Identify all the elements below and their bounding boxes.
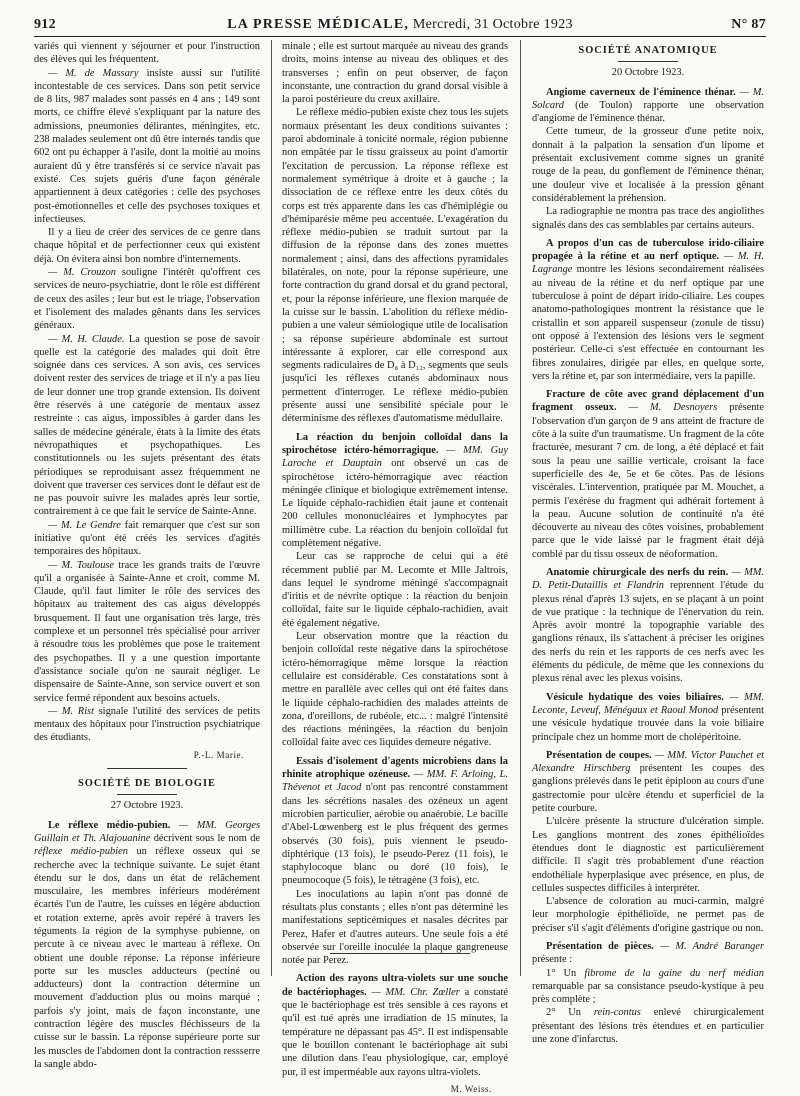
speaker: — M. Le Gendre: [48, 519, 121, 531]
article-title: Présentation de coupes.: [546, 749, 652, 761]
paragraph: [532, 749, 764, 815]
authors: — MM. Victor Pauchet et Alexandre Hirschberg: [532, 749, 764, 775]
paragraph-text: (de Toulon) rapporte une observation d'angiome de l'éminence thénar.: [532, 99, 764, 125]
section-heading: SOCIÉTÉ DE BIOLOGIE: [78, 778, 216, 790]
paragraph-text: décrivent sous le nom de: [150, 832, 260, 844]
authors: — MM. D. Petit-Dutaillis et Flandrin: [532, 566, 764, 592]
paragraph: [532, 566, 764, 686]
paragraph-text: un réflexe osseux qui se recherche avec la technique suivante. Le sujet étant étendu sur le dos, dans un état de relâchement musculaire, les membres inférieurs modérément écartés l'un de l'autre, les cuisses en légère abduction et rotation externe, après avoir repéré à travers les téguments la région de la symphyse pubienne, on percute à ce niveau avec le marteau à réflexe. On obtient une double réponse. La réponse inférieure porte sur les muscles adducteurs (pectiné ou adducteurs) dont la contraction détermine un mouvement d'adduction plus ou moins marqué ; parfois s'y joint, mais de façon inconstante, une contraction légère des muscles fléchisseurs de la cuisse sur le bassin. La réponse supérieure porte sur les muscles de l'abdomen dont la contraction ressserre la sangle abdo-: [34, 846, 261, 1070]
paragraph-text: La question se pose de savoir quelle est la catégorie des malades qui doit être soignée dans ces services. A son avis, ces services doivent rester des services de triage et il n'y a pas lieu de leur donner une trop grande extension. Ils doivent être réservés à une catégorie de mentaux assez restreinte : cas aigus, impossibles à garder dans les salles de médecine générale, états à la limite des états névropathiques et psychopathiques. Les constitutionnels ou les sujets présentant des états périodiques se reproduisant assez fréquemment ne doivent que traverser ces services dont le défaut est de ne pas pouvoir suivre les malades après leur sortie, contrairement à ce que fait le service de Sainte-Anne.: [34, 333, 260, 518]
issue-date: Mercredi, 31 Octobre 1923: [412, 17, 573, 32]
column-divider-2: [520, 40, 521, 976]
section-heading: SOCIÉTÉ ANATOMIQUE: [578, 45, 718, 56]
paragraph-text: souligne l'intérêt qu'offrent ces services de neuro-psychiatrie, dont le rôle est différent de ceux des asiles ; leur but est le triage, l'observation et l'isolement des malades gênants dans les services généraux.: [34, 267, 261, 332]
paragraph-text: a constaté que le bactériophage est très sensible à ces rayons et qu'il est tué après une irradiation de 15 minutes, la température ne dépassant pas 45°. Il est indispensable que le bouillon contenant le bactériophage ait subi une dilution dans l'eau physiologique, car, employé pur, il est imperméable aux rayons ultra-violets.: [282, 986, 509, 1078]
paragraph-text: présentent les coupes des ganglions prélevés dans le petit épiploon au cours d'une gastrectomie pour ulcère étendu et superficiel de la petite courbure.: [532, 763, 764, 815]
article-title: Anatomie chirurgicale des nerfs du rein.: [546, 566, 729, 578]
page-number: 912: [34, 17, 56, 32]
paragraph-text: signale l'utilité des services de petits mentaux des hôpitaux pour l'instruction psychiatrique des étudiants.: [34, 705, 261, 744]
emphasis: réflexe médio-pubien: [34, 846, 128, 858]
column-1: [34, 40, 261, 1070]
paragraph: [532, 691, 764, 744]
section-date: 27 Octobre 1923.: [110, 800, 184, 812]
paragraph-text: présente :: [532, 954, 573, 966]
speaker: — M. de Massary: [48, 67, 139, 79]
paragraph: [34, 559, 260, 705]
article-title: Essais d'isolement d'agents microbiens dans la rhinite atrophique ozéneuse.: [282, 755, 508, 781]
article-title: Le réflexe médio-pubien.: [48, 819, 171, 831]
paragraph-text: ont observé un cas de spirochétose ictéro-hémorragique avec réaction méningée clinique et biologique extrêmement intense. Le liquide céphalo-rachidien était jaune et contenait 200 cellules mononucléaires et lymphocytes par millimètre cube. La réaction du benjoin colloïdal fut complètement négative.: [282, 458, 508, 549]
speaker: — M. Toulouse: [48, 559, 115, 571]
authors: — M. Solcard: [532, 86, 765, 111]
paragraph: [34, 67, 260, 227]
authors: — MM. Georges Guillain et Th. Alajouanine: [34, 819, 261, 844]
bottom-separator: [330, 953, 470, 954]
column-2: [282, 40, 509, 1094]
column-3: [532, 40, 764, 1048]
paragraph-text: insiste aussi sur l'utilité incontestable de ces services. Dans son petit service de 8 lits, 987 malades sont passés en 4 ans ; 149 sont morts, ce chiffre élevé s'expliquant par la nature des admissions, pneumonies délirantes, méningites, etc. 238 malades seulement ont dû être internés tandis que 602 ont pu échapper à l'asile, dont la moitié au moins auraient dû y être transférés si ce service n'avait pas existé. Ces sujets guéris d'une façon générale appartiennent à deux catégories : celle des psychoses post-émotionnelles et celle des psychoses toxiques et infectieuses.: [34, 67, 260, 225]
speaker: — M. H. Claude.: [48, 333, 125, 345]
speaker: — M. Crouzon: [48, 267, 116, 279]
paragraph: [34, 519, 260, 559]
running-title: [34, 17, 766, 33]
paragraph-text: remarquable par sa consistance pseudo-kystique à peu près complète ;: [532, 980, 764, 1006]
separator-rule: [107, 768, 187, 769]
speaker: — M. Rist: [48, 705, 94, 717]
authors: — MM. Chr. Zœller: [366, 986, 460, 998]
paragraph: [34, 705, 260, 745]
paragraph-text: fait remarquer que c'est sur son initiative qu'ont été créés les services d'agités temporaires des hôpitaux.: [34, 519, 260, 558]
paragraph: [34, 333, 260, 519]
column-divider-1: [271, 40, 272, 976]
emphasis: rein-contus: [593, 1007, 641, 1019]
paragraph-text: trace les grands traits de l'œuvre qu'il a organisée à Sainte-Anne et croit, comme M. Claude, qu'il faut limiter le rôle des services des hôpitaux au traitement des cas aigus développés brusquement. Il faut une organisation très large, très complexe et un personnel très spécialisé pour arriver à résoudre tous les problèmes que pose le traitement des psychopathes. Il y a une question importante d'assistance sociale qu'on ne saurait négliger. Le dispensaire de Sainte-Anne, son service ouvert et son service fermé répondent aux besoins actuels.: [34, 559, 260, 704]
paragraph: La radiographie ne montra pas trace des angiolithes signalés dans des cas semblables par certains auteurs.: [532, 206, 764, 231]
paragraph: Leur cas se rapproche de celui qui a été récemment publié par M. Lecomte et Mlle Jaltrois, dans lequel le syndrome méningé s'accompagnait d'iritis et de névrite optique : la réaction du benjoin colloïdal, faite sur le liquide céphalo-rachidien, avait été également négative.: [282, 551, 508, 629]
list-item: [532, 1006, 764, 1046]
authors: — M. Desnoyers: [616, 402, 718, 414]
section-rule: [117, 794, 177, 795]
paragraph: [532, 86, 764, 126]
paragraph: [282, 755, 508, 888]
paragraph-text: n'ont pas rencontré constamment dans les sécrétions nasales des ozéneux un agent microbien particulier, aérobie ou anaérobie. Le bacille d'Abel-Lœwenberg est le plus fréquent des germes observés (30 fois), puis viennent le pseudo-diphtérique (13 fois), le pseudo-Perez (11 fois), le staphylocoque blanc ou doré (10 fois), le pneumocoque (5 fois), le tétragène (3 fois), etc.: [282, 782, 509, 887]
paragraph-text: montre les lésions secondairement réalisées au niveau de la rétine et du nerf optique par une tuberculose à point de départ irido-ciliaire. Les coupes anatomo-pathologiques montrent la résistance que le cristallin et son appareil suspenseur (zonule de tissu) ont opposé à l'extension des lésions vers le segment postérieur. Celle-ci s'est effectuée en contournant les fibres zonulaires, dirigée par elles, en quelque sorte, vers la rétine et, par son intermédiaire, vers la papille.: [532, 264, 764, 382]
authors: — MM. Leconte, Leveuf, Ménégaux et Raoul Monod: [532, 691, 764, 716]
paragraph: Les inoculations au lapin n'ont pas donné de résultats plus constants ; elles n'ont pas déterminé les manifestations septicémiques et nasales décrites par Perez, Hafer et d'autres auteurs. Une seule fois a été observée sur l'oreille inoculée la plaque gangreneuse notée par Perez.: [282, 888, 508, 967]
signature: M. Weiss.: [450, 1083, 492, 1094]
paragraph: Leur observation montre que la réaction du benjoin colloïdal reste négative dans la spirochétose ictéro-hémorragique même lorsque la réaction cellulaire est considérable. Ces constatations sont à mettre en parallèle avec celles qui ont été faites dans le liquide céphalo-rachidien des malades atteints de zona, d'oreillons, de rubéole, etc... : malgré l'intensité des réactions méningées, la réaction du benjoin colloïdal faite avec ces liquides demeure négative.: [282, 631, 508, 749]
item-number: 1° Un: [546, 967, 585, 979]
article-title: A propos d'un cas de tuberculose irido-ciliaire propagée à la rétine et au nerf optique.: [532, 237, 764, 263]
paragraph: L'absence de coloration au muci-carmin, malgré leur morphologie épithélioïde, ne permet pas de préciser s'il s'agit d'éléments d'origine gastrique ou non.: [532, 896, 764, 934]
authors: — M. H. Lagrange: [532, 251, 765, 276]
article-title: Vésicule hydatique des voies biliaires.: [546, 691, 724, 703]
page-header: [34, 14, 766, 37]
paragraph: [282, 431, 508, 551]
section-rule: [618, 61, 678, 62]
article-title: Fracture de côte avec grand déplacement d'un fragment osseux.: [532, 389, 764, 414]
paragraph: [34, 266, 260, 332]
paragraph-text: présentent une vésicule hydatique trouvée dans la voie biliaire principale chez un homme mort de cholépéritoine.: [532, 704, 764, 743]
paragraph: [532, 237, 764, 383]
paragraph: Il y a lieu de créer des services de ce genre dans chaque hôpital et de perfectionner ceux qui existent déjà. On évitera ainsi bon nombre d'internements.: [34, 227, 260, 265]
issue-number: N° 87: [731, 17, 766, 32]
paragraph: [282, 972, 508, 1078]
publication-name: LA PRESSE MÉDICALE,: [227, 17, 410, 32]
article-title: Angiome caverneux de l'éminence thénar.: [546, 86, 736, 98]
section-date: 20 Octobre 1923.: [611, 67, 685, 79]
authors: — MM. Guy Laroche et Dauptain: [282, 444, 508, 470]
paragraph: Cette tumeur, de la grosseur d'une petite noix, donnait à la palpation la sensation d'un lipome et présentait exclusivement comme signes un granité rouge de la peau, du gonflement de l'éminence thénar, une douleur vive et localisée à la pression gênant considérablement la préhension.: [532, 126, 764, 204]
item-number: 2° Un: [546, 1007, 594, 1019]
article-title: La réaction du benjoin colloïdal dans la spirochétose ictéro-hémorragique.: [282, 431, 508, 456]
paragraph: minale ; elle est surtout marquée au niveau des grands droits, moins intense au niveau des obliques et des transverses ; enfin on peut observer, de façon inconstante, une contraction du grand dorsal visible à la paroi postérieure du creux axillaire.: [282, 41, 508, 106]
emphasis: fibrome de la gaine du nerf médian: [584, 967, 765, 979]
paragraph: Le réflexe médio-pubien existe chez tous les sujets normaux présentant les deux conditions suivantes : paroi abdominale à tonicité normale, région pubienne non empâtée par le tissu graisseux au point d'amortir l'excitation de percussion. La réponse réflexe est normalement symétrique à droite et à gauche ; la dissociation de ce réflexe entre les deux côtés du corps est très apparente dans les cas d'hémiplégie ou d'hémiparésie même peu accentuée. L'exagération du réflexe médio-pubien se traduit surtout par la diffusion de la réponse dans des zones muettes normalement ; ainsi, dans des affections pyramidales bilatérales, on note, pour la réponse supérieure, une forte contraction du grand dorsal et du grand pectoral, et, pour la réponse inférieure, une flexion marquée de la cuisse sur le bassin. L'abolition du réflexe médio-pubien a une valeur sémiologique utile de localisation ; sa réponse supérieure abdominale est surtout intéressante à explorer, car elle correspond aux segments radiculaires de D₈ à D₁₂, segments que seuls jusqu'ici les réflexes cutanés abdominaux nous permettent d'interroger. Le réflexe médio-pubien présente aussi une sensibilité spéciale pour le déterminisme des réflexes d'automatisme médullaire.: [282, 107, 508, 425]
article-title: Action des rayons ultra-violets sur une souche de bactériophages.: [282, 973, 508, 998]
authors: — M. André Baranger: [653, 941, 764, 952]
paragraph: variés qui viennent y séjourner et pour l'instruction des élèves qui les fréquentent.: [34, 41, 260, 66]
paragraph-text: reprennent l'étude du plexus rénal d'après 13 sujets, en se plaçant à un point de vue pratique : la technique de l'énervation du rein. Après avoir montré la topographie variable des ganglions rénaux, ils s'attachent à préciser les origines des nerfs du rein et les rapports de ces nerfs avec les éléments du pédicule, de même que les connexions du plexus rénal avec les plexus voisins.: [532, 580, 765, 685]
article-title: Présentation de pièces.: [546, 941, 654, 952]
signature: P.-L. Marie.: [193, 749, 244, 760]
list-item: [532, 967, 764, 1007]
paragraph: [34, 819, 260, 1072]
paragraph: [532, 940, 764, 967]
authors: — MM. F. Arloing, L. Thévenot et Jacod: [282, 769, 508, 794]
paragraph: [532, 388, 764, 561]
paragraph: L'ulcère présente la structure d'ulcération simple. Les ganglions montrent des zones épithélioïdes étendues dont le diagnostic est particulièrement difficile. Il s'agit très probablement d'une réaction endothéliale hyperplasique avec présence, en plus, de cellules suspectes difficiles à interpréter.: [532, 816, 764, 894]
paragraph-text: présente l'observation d'un garçon de 9 ans atteint de fracture de côte à la suite d'un traumatisme. Un fragment de la côte fracturée, mesurant 7 cm. de long, a été déplacé et fait sous la peau une saillie verticale, croisant la face superficielle des 4e, 5e et 6e côtes. Pas de lésions viscérales. L'intervention, pratiquée par M. Mouchet, a permis l'exérèse du fragment qui adhérait fortement à la peau. Aucune solution de continuité n'a été découverte au niveau des côtes voisines, probablement parce que le vide laissé par le fragment était déjà comblé par du tissu osseux de néoformation.: [532, 402, 764, 560]
paragraph-text: enlevé chirurgicalement présentant des lésions très étendues et en particulier une zone d'infarctus.: [532, 1007, 764, 1046]
